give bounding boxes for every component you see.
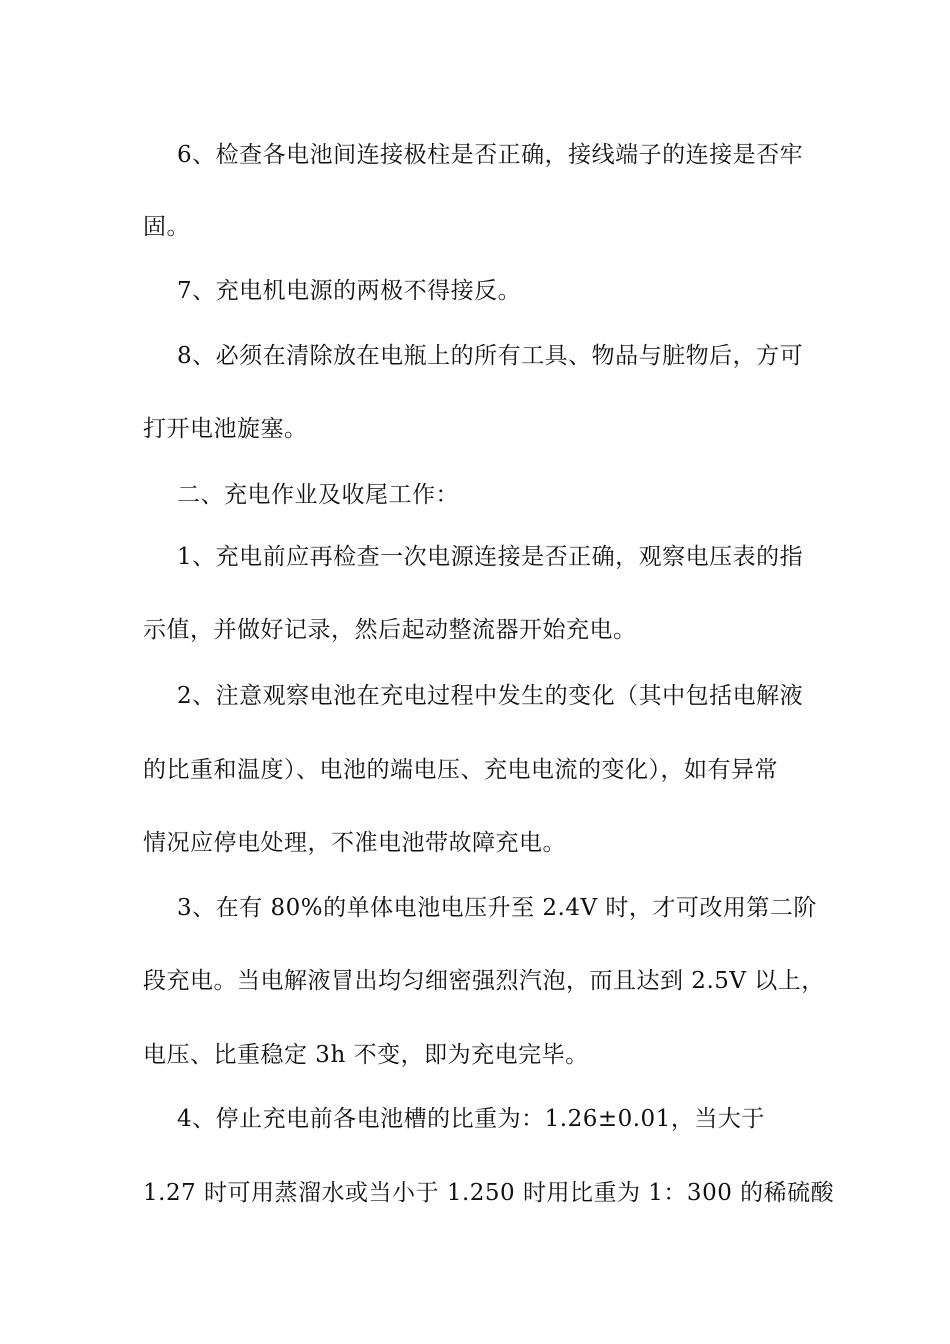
paragraph-2-line-1: 2、注意观察电池在充电过程中发生的变化（其中包括电解液 [177, 683, 804, 709]
paragraph-4-line-2: 1.27 时可用蒸溜水或当小于 1.250 时用比重为 1：300 的稀硫酸 [143, 1180, 835, 1206]
paragraph-1-line-2: 示值，并做好记录，然后起动整流器开始充电。 [143, 617, 637, 643]
paragraph-3-line-2: 段充电。当电解液冒出均匀细密强烈汽泡，而且达到 2.5V 以上， [143, 968, 825, 994]
paragraph-2-line-3: 情况应停电处理，不准电池带故障充电。 [143, 830, 566, 856]
paragraph-2-line-2: 的比重和温度）、电池的端电压、充电电流的变化），如有异常 [143, 757, 778, 783]
paragraph-6-line-1: 6、检查各电池间连接极柱是否正确，接线端子的连接是否牢 [177, 142, 804, 168]
paragraph-4-line-1: 4、停止充电前各电池槽的比重为：1.26±0.01，当大于 [177, 1106, 765, 1132]
paragraph-1-line-1: 1、充电前应再检查一次电源连接是否正确，观察电压表的指 [177, 544, 804, 570]
section-heading-2: 二、充电作业及收尾工作： [177, 482, 459, 508]
paragraph-8-line-2: 打开电池旋塞。 [143, 416, 308, 442]
paragraph-3-line-3: 电压、比重稳定 3h 不变，即为充电完毕。 [143, 1042, 589, 1068]
paragraph-8-line-1: 8、必须在清除放在电瓶上的所有工具、物品与脏物后，方可 [177, 343, 804, 369]
paragraph-6-line-2: 固。 [143, 214, 190, 240]
paragraph-7: 7、充电机电源的两极不得接反。 [177, 278, 522, 304]
paragraph-3-line-1: 3、在有 80%的单体电池电压升至 2.4V 时，才可改用第二阶 [177, 895, 817, 921]
